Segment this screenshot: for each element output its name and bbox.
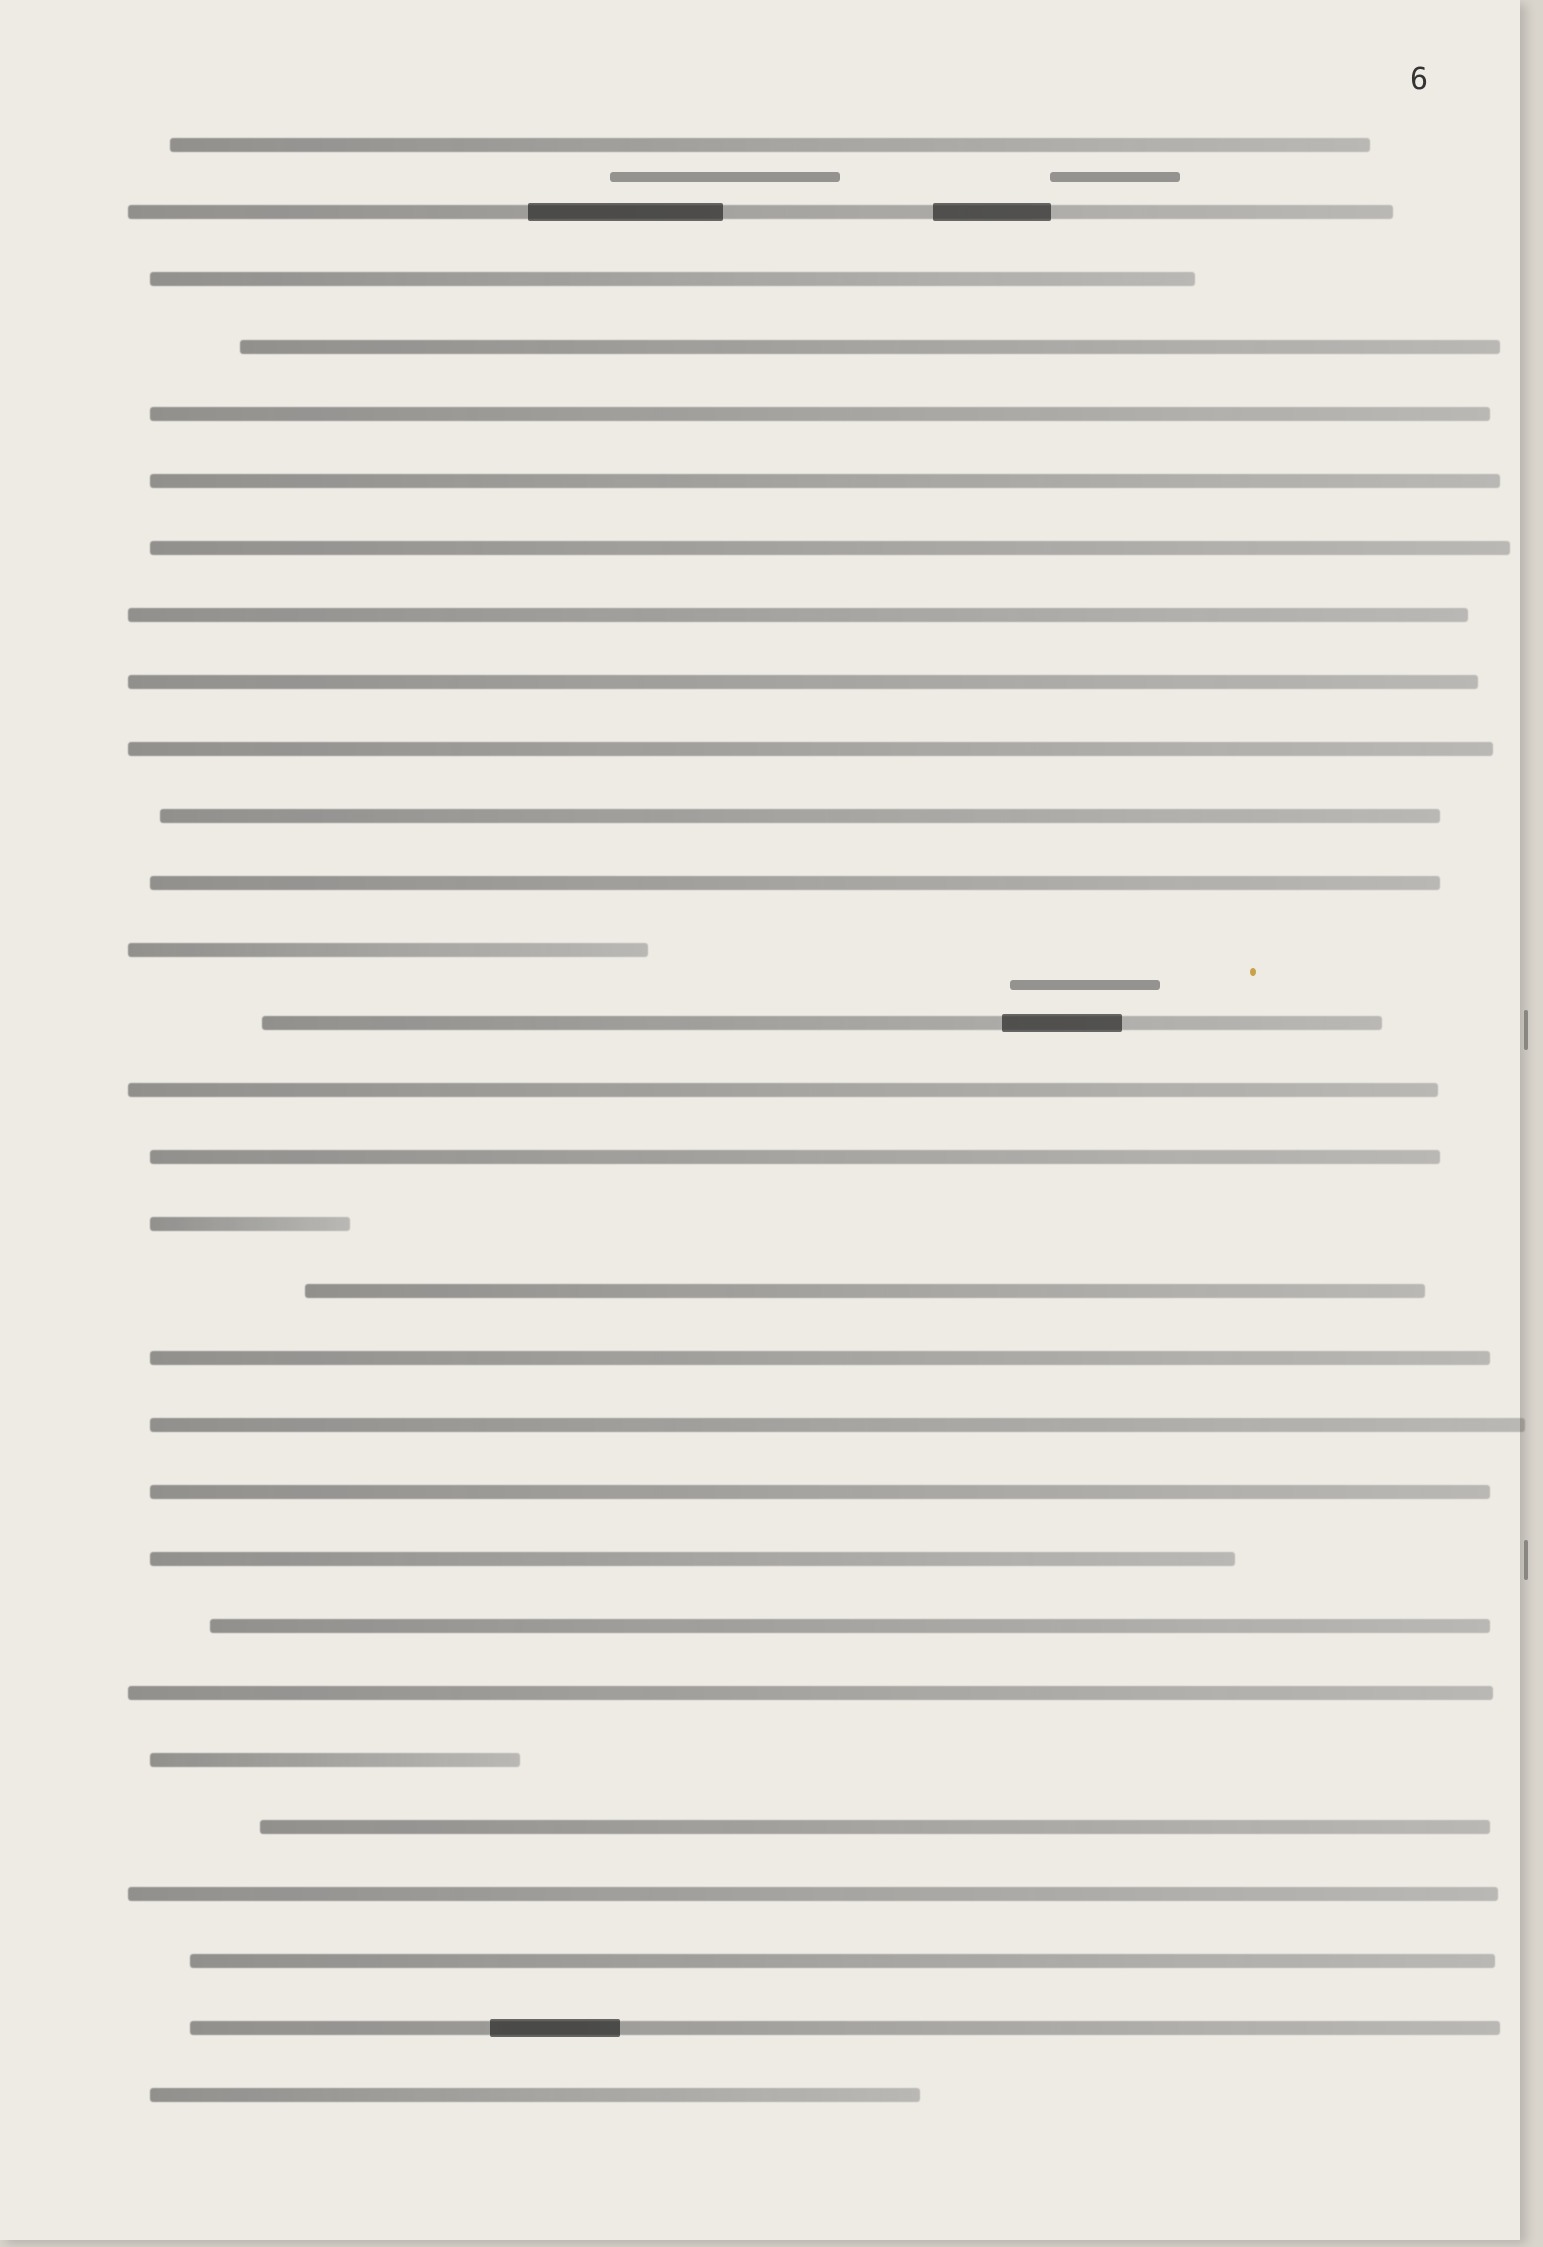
typed-line — [160, 809, 1440, 823]
struck-out-word — [1002, 1014, 1122, 1032]
page-number: 6 — [1410, 62, 1429, 97]
typed-line — [305, 1284, 1425, 1298]
margin-mark — [1524, 1010, 1528, 1050]
typed-line — [150, 1485, 1490, 1499]
typed-line — [128, 205, 1393, 219]
typed-line — [262, 1016, 1382, 1030]
typed-line — [210, 1619, 1490, 1633]
struck-out-word — [490, 2019, 620, 2037]
typed-line — [150, 1753, 520, 1767]
typed-line — [150, 1150, 1440, 1164]
typed-line — [150, 541, 1510, 555]
typed-line — [128, 675, 1478, 689]
typed-line — [128, 943, 648, 957]
typed-line — [150, 1217, 350, 1231]
typed-line — [150, 1418, 1525, 1432]
typed-line — [128, 1887, 1498, 1901]
handwritten-insertion — [1010, 980, 1160, 990]
margin-mark — [1524, 1540, 1528, 1580]
struck-out-word — [933, 203, 1051, 221]
handwritten-insertion — [1050, 172, 1180, 182]
typed-line — [128, 608, 1468, 622]
typed-line — [150, 876, 1440, 890]
typed-line — [260, 1820, 1490, 1834]
typed-line — [150, 474, 1500, 488]
typed-line — [170, 138, 1370, 152]
typed-line — [150, 1552, 1235, 1566]
typed-line — [128, 1686, 1493, 1700]
typed-line — [150, 1351, 1490, 1365]
typed-line — [190, 1954, 1495, 1968]
typed-line — [240, 340, 1500, 354]
typed-line — [128, 1083, 1438, 1097]
handwritten-insertion — [610, 172, 840, 182]
typed-line — [128, 742, 1493, 756]
typed-line — [190, 2021, 1500, 2035]
ink-dot — [1250, 968, 1256, 976]
typed-line — [150, 272, 1195, 286]
typed-line — [150, 407, 1490, 421]
typed-line — [150, 2088, 920, 2102]
struck-out-word — [528, 203, 723, 221]
